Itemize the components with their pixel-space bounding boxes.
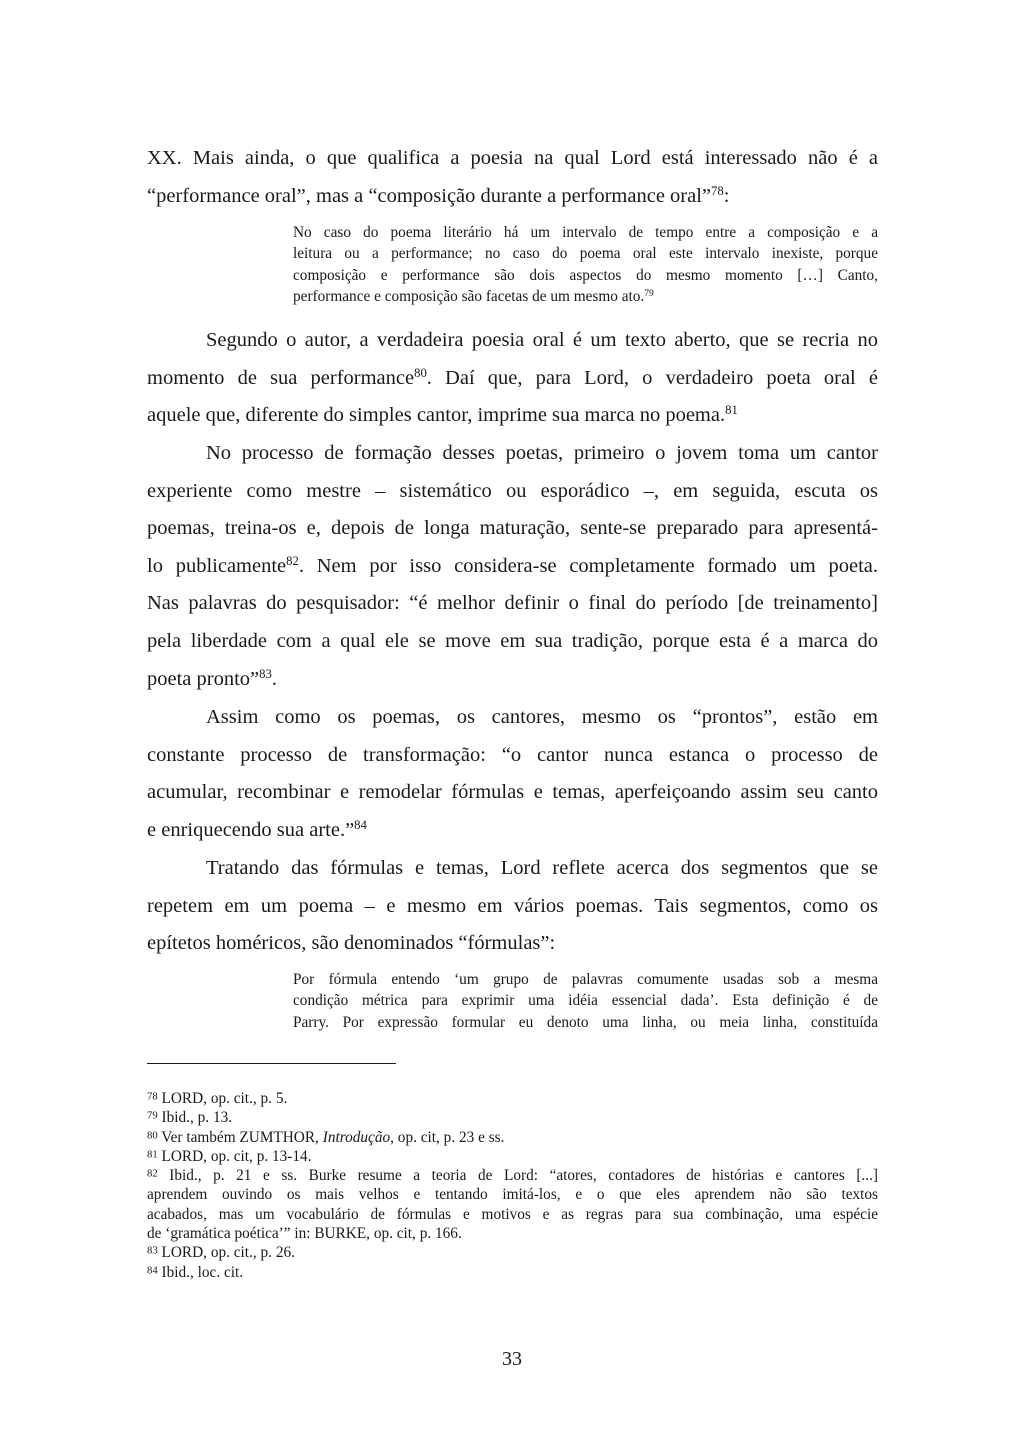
text-line: XX. Mais ainda, o que qualifica a poesia na qual Lord está interessado não é a [147, 147, 878, 169]
text-line: Assim como os poemas, os cantores, mesmo os “prontos”, estão em [206, 706, 878, 728]
footnote-84: $^{84}$ Ibid., loc. cit. [147, 1263, 244, 1281]
footnote-81: $^{81}$ LORD, op. cit, p. 13-14. [147, 1147, 312, 1165]
paragraph [147, 435, 878, 698]
paragraph [147, 850, 878, 963]
text-line: Nas palavras do pesquisador: “é melhor definir o final do período [de treinamento] [147, 592, 878, 615]
footnote-ref: 82 [286, 553, 299, 568]
text-line: experiente como mestre – sistemático ou esporádico –, em seguida, escuta os [147, 479, 878, 502]
footnote-ref: 79 [644, 288, 654, 299]
footnote-ref: 84 [354, 817, 367, 832]
footnote-79: $^{79}$ Ibid., p. 13. [147, 1109, 233, 1127]
footnote-78: $^{78}$ LORD, op. cit., p. 5. [147, 1090, 288, 1107]
text-line: epítetos homéricos, são denominados “fórmulas”: [147, 932, 556, 955]
text-line: lo publicamente$^{82}$. Nem por isso considera-se completamente formado um poeta. [147, 553, 878, 577]
text-line: aquele que, diferente do simples cantor, imprime sua marca no poema.$^{81}$ [147, 403, 738, 427]
text-line: pela liberdade com a qual ele se move em sua tradição, porque esta é a marca do [147, 629, 878, 652]
footnote-82: $^{82}$ Ibid., p. 21 e ss. Burke resume a teoria de Lord: “atores, contadores de histórias e cantores [...] [147, 1167, 878, 1185]
text-line: acumular, recombinar e remodelar fórmulas e temas, aperfeiçoando assim seu canto [147, 781, 878, 804]
text-line: momento de sua performance$^{80}$. Daí que, para Lord, o verdadeiro poeta oral é [147, 365, 878, 389]
footnote-80: $^{80}$ Ver também ZUMTHOR, Introdução, op. cit, p. 23 e ss. [147, 1128, 505, 1146]
text-line: poemas, treina-os e, depois de longa maturação, sente-se preparado para apresentá- [147, 517, 878, 540]
footnote-83: $^{83}$ LORD, op. cit., p. 26. [147, 1244, 295, 1262]
footnote-82-line: aprendem ouvindo os mais velhos e tentando imitá-los, e o que eles aprendem não são textos [147, 1186, 878, 1204]
block-quote [293, 222, 878, 307]
block-quote [293, 969, 878, 1033]
footnote-82-line: acabados, mas um vocabulário de fórmulas e motivos e as regras para sua combinação, uma espécie [147, 1205, 878, 1223]
text-line: Segundo o autor, a verdadeira poesia oral é um texto aberto, que se recria no [206, 329, 878, 351]
text-line: “performance oral”, mas a “composição durante a performance oral”$^{78}$: [147, 183, 730, 207]
text-line: poeta pronto”$^{83}$. [147, 666, 277, 690]
text-line: e enriquecendo sua arte.”$^{84}$ [147, 817, 367, 841]
text-line: constante processo de transformação: “o cantor nunca estanca o processo de [147, 743, 878, 766]
footnote-ref: 81 [725, 403, 738, 418]
quote-line: performance e composição são facetas de um mesmo ato.$^{79}$ [293, 287, 654, 305]
quote-line: condição métrica para exprimir uma idéia essencial dada’. Esta definição é de [293, 992, 878, 1010]
footnote-82-line: de ‘gramática poética’” in: BURKE, op. cit, p. 166. [147, 1225, 462, 1243]
quote-line: leitura ou a performance; no caso do poema oral este intervalo inexiste, porque [293, 245, 878, 263]
quote-line: Por fórmula entendo ‘um grupo de palavras comumente usadas sob a mesma [293, 971, 878, 988]
footnote-ref: 83 [259, 666, 272, 681]
quote-line: No caso do poema literário há um intervalo de tempo entre a composição e a [293, 224, 878, 241]
paragraph [147, 322, 878, 435]
page-number: 33 [502, 1348, 522, 1370]
text-line: Tratando das fórmulas e temas, Lord reflete acerca dos segmentos que se [206, 857, 878, 879]
footnote-ref: 78 [711, 183, 724, 198]
footnote-ref: 80 [414, 365, 427, 380]
paragraph-continuation [147, 140, 878, 215]
quote-line: composição e performance são dois aspectos do mesmo momento […] Canto, [293, 266, 878, 284]
text-line: repetem em um poema – e mesmo em vários poemas. Tais segmentos, como os [147, 894, 878, 917]
quote-line: Parry. Por expressão formular eu denoto uma linha, ou meia linha, constituída [293, 1013, 878, 1031]
footnotes [147, 1089, 878, 1282]
text-line: No processo de formação desses poetas, primeiro o jovem toma um cantor [206, 442, 878, 464]
footnote-separator [147, 1063, 396, 1064]
paragraph [147, 699, 878, 849]
